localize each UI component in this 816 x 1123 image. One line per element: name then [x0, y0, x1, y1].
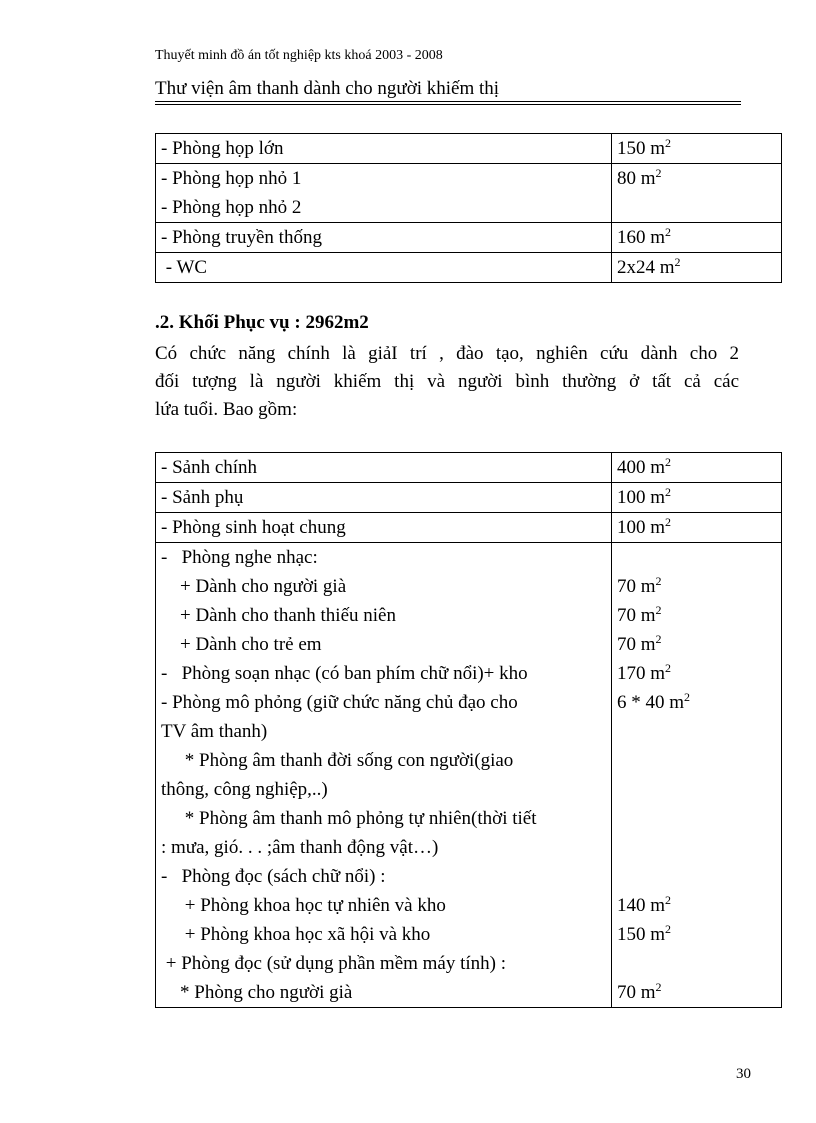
area-unit-exponent: 2 — [665, 515, 672, 529]
area-value: 70 m — [617, 634, 656, 655]
area-value: 2x24 m — [617, 257, 675, 278]
room-name: - WC — [161, 257, 208, 278]
room-area-cell — [612, 164, 782, 223]
room-name: * Phòng cho người già — [161, 982, 353, 1003]
room-name-cell — [156, 253, 612, 283]
room-name: thông, công nghiệp,..) — [161, 779, 328, 800]
area-unit-exponent: 2 — [655, 574, 662, 588]
room-area — [617, 164, 776, 193]
room-area — [617, 659, 776, 688]
room-name: - Phòng họp nhỏ 2 — [161, 197, 302, 218]
document-header-thesis: Thuyết minh đồ án tốt nghiệp kts khoá 2003 - 2008 — [155, 48, 443, 63]
area-unit-exponent: 2 — [655, 980, 662, 994]
room-area-cell — [612, 223, 782, 253]
room-area-empty — [617, 746, 776, 775]
rooms-table-service — [155, 452, 782, 1008]
room-area — [617, 630, 776, 659]
room-name-cell — [156, 134, 612, 164]
room-name: - Phòng truyền thống — [161, 227, 322, 248]
area-value: 140 m — [617, 895, 666, 916]
room-area — [617, 513, 776, 542]
area-unit-exponent: 2 — [655, 166, 662, 180]
table-row — [156, 164, 782, 223]
room-name-cell — [156, 164, 612, 223]
room-name-cell — [156, 513, 612, 543]
room-name: - Phòng nghe nhạc: — [161, 547, 318, 568]
room-name: - Phòng mô phỏng (giữ chức năng chủ đạo cho — [161, 692, 518, 713]
table-row — [156, 453, 782, 483]
area-unit-exponent: 2 — [665, 922, 672, 936]
paragraph-line: đối tượng là người khiếm thị và người bình thường ở tất cả các — [155, 371, 739, 392]
room-name: - Phòng đọc (sách chữ nổi) : — [161, 866, 386, 887]
room-name: + Dành cho người già — [161, 576, 347, 597]
area-unit-exponent: 2 — [665, 455, 672, 469]
area-unit-exponent: 2 — [665, 485, 672, 499]
area-value: 100 m — [617, 517, 666, 538]
area-unit-exponent: 2 — [665, 661, 672, 675]
room-area-empty — [617, 543, 776, 572]
room-area-empty — [617, 949, 776, 978]
table-row — [156, 513, 782, 543]
room-name: + Phòng khoa học tự nhiên và kho — [161, 895, 446, 916]
room-area — [617, 572, 776, 601]
room-name-cell — [156, 543, 612, 1008]
header-rule-top — [155, 101, 741, 102]
section-paragraph — [155, 340, 739, 424]
room-area-cell — [612, 134, 782, 164]
room-name: + Dành cho trẻ em — [161, 634, 322, 655]
room-name: + Phòng đọc (sử dụng phần mềm máy tính) : — [161, 953, 507, 974]
room-area — [617, 134, 776, 163]
room-area — [617, 978, 776, 1007]
room-area-empty — [617, 862, 776, 891]
area-unit-exponent: 2 — [655, 603, 662, 617]
paragraph-line: lứa tuổi. Bao gồm: — [155, 399, 298, 420]
room-area-cell — [612, 513, 782, 543]
room-area — [617, 891, 776, 920]
room-area-cell — [612, 453, 782, 483]
room-name: * Phòng âm thanh mô phỏng tự nhiên(thời tiết — [161, 808, 537, 829]
table-row — [156, 253, 782, 283]
area-value: 70 m — [617, 982, 656, 1003]
room-name: + Phòng khoa học xã hội và kho — [161, 924, 431, 945]
room-name: - Phòng sinh hoạt chung — [161, 517, 346, 538]
document-header-title: Thư viện âm thanh dành cho người khiếm thị — [155, 78, 500, 99]
room-name: + Dành cho thanh thiếu niên — [161, 605, 396, 626]
area-unit-exponent: 2 — [665, 136, 672, 150]
area-value: 100 m — [617, 487, 666, 508]
room-name-cell — [156, 453, 612, 483]
room-area-empty — [617, 804, 776, 833]
room-name: - Phòng soạn nhạc (có ban phím chữ nổi)+ kho — [161, 663, 528, 684]
area-value: 150 m — [617, 924, 666, 945]
room-name: * Phòng âm thanh đời sống con người(giao — [161, 750, 514, 771]
area-unit-exponent: 2 — [665, 225, 672, 239]
table-row — [156, 223, 782, 253]
room-area — [617, 253, 776, 282]
table-row — [156, 543, 782, 1008]
room-name: - Sảnh chính — [161, 457, 258, 478]
room-area — [617, 453, 776, 482]
area-value: 70 m — [617, 605, 656, 626]
room-area — [617, 601, 776, 630]
area-value: 80 m — [617, 168, 656, 189]
area-value: 6 * 40 m — [617, 692, 685, 713]
room-area-empty — [617, 833, 776, 862]
table-row — [156, 134, 782, 164]
room-area — [617, 483, 776, 512]
room-area-empty — [617, 717, 776, 746]
paragraph-line: Có chức năng chính là giảI trí , đào tạo, nghiên cứu dành cho 2 — [155, 343, 739, 364]
room-name: - Sảnh phụ — [161, 487, 244, 508]
area-value: 160 m — [617, 227, 666, 248]
rooms-table-meeting — [155, 133, 782, 283]
page-number: 30 — [736, 1066, 751, 1082]
room-name: - Phòng họp lớn — [161, 138, 284, 159]
room-area — [617, 688, 776, 717]
area-value: 150 m — [617, 138, 666, 159]
area-value: 170 m — [617, 663, 666, 684]
table-row — [156, 483, 782, 513]
room-area-cell — [612, 483, 782, 513]
room-name: TV âm thanh) — [161, 721, 268, 742]
room-name: : mưa, gió. . . ;âm thanh động vật…) — [161, 837, 439, 858]
area-unit-exponent: 2 — [674, 255, 681, 269]
area-unit-exponent: 2 — [665, 893, 672, 907]
section-heading: .2. Khối Phục vụ : 2962m2 — [155, 312, 369, 333]
area-value: 70 m — [617, 576, 656, 597]
room-area-empty — [617, 775, 776, 804]
room-area-cell — [612, 253, 782, 283]
room-name: - Phòng họp nhỏ 1 — [161, 168, 302, 189]
room-area — [617, 920, 776, 949]
room-area — [617, 223, 776, 252]
area-value: 400 m — [617, 457, 666, 478]
header-rule-bottom — [155, 104, 741, 105]
room-name-cell — [156, 483, 612, 513]
area-unit-exponent: 2 — [655, 632, 662, 646]
area-unit-exponent: 2 — [684, 690, 691, 704]
room-area-cell — [612, 543, 782, 1008]
room-name-cell — [156, 223, 612, 253]
